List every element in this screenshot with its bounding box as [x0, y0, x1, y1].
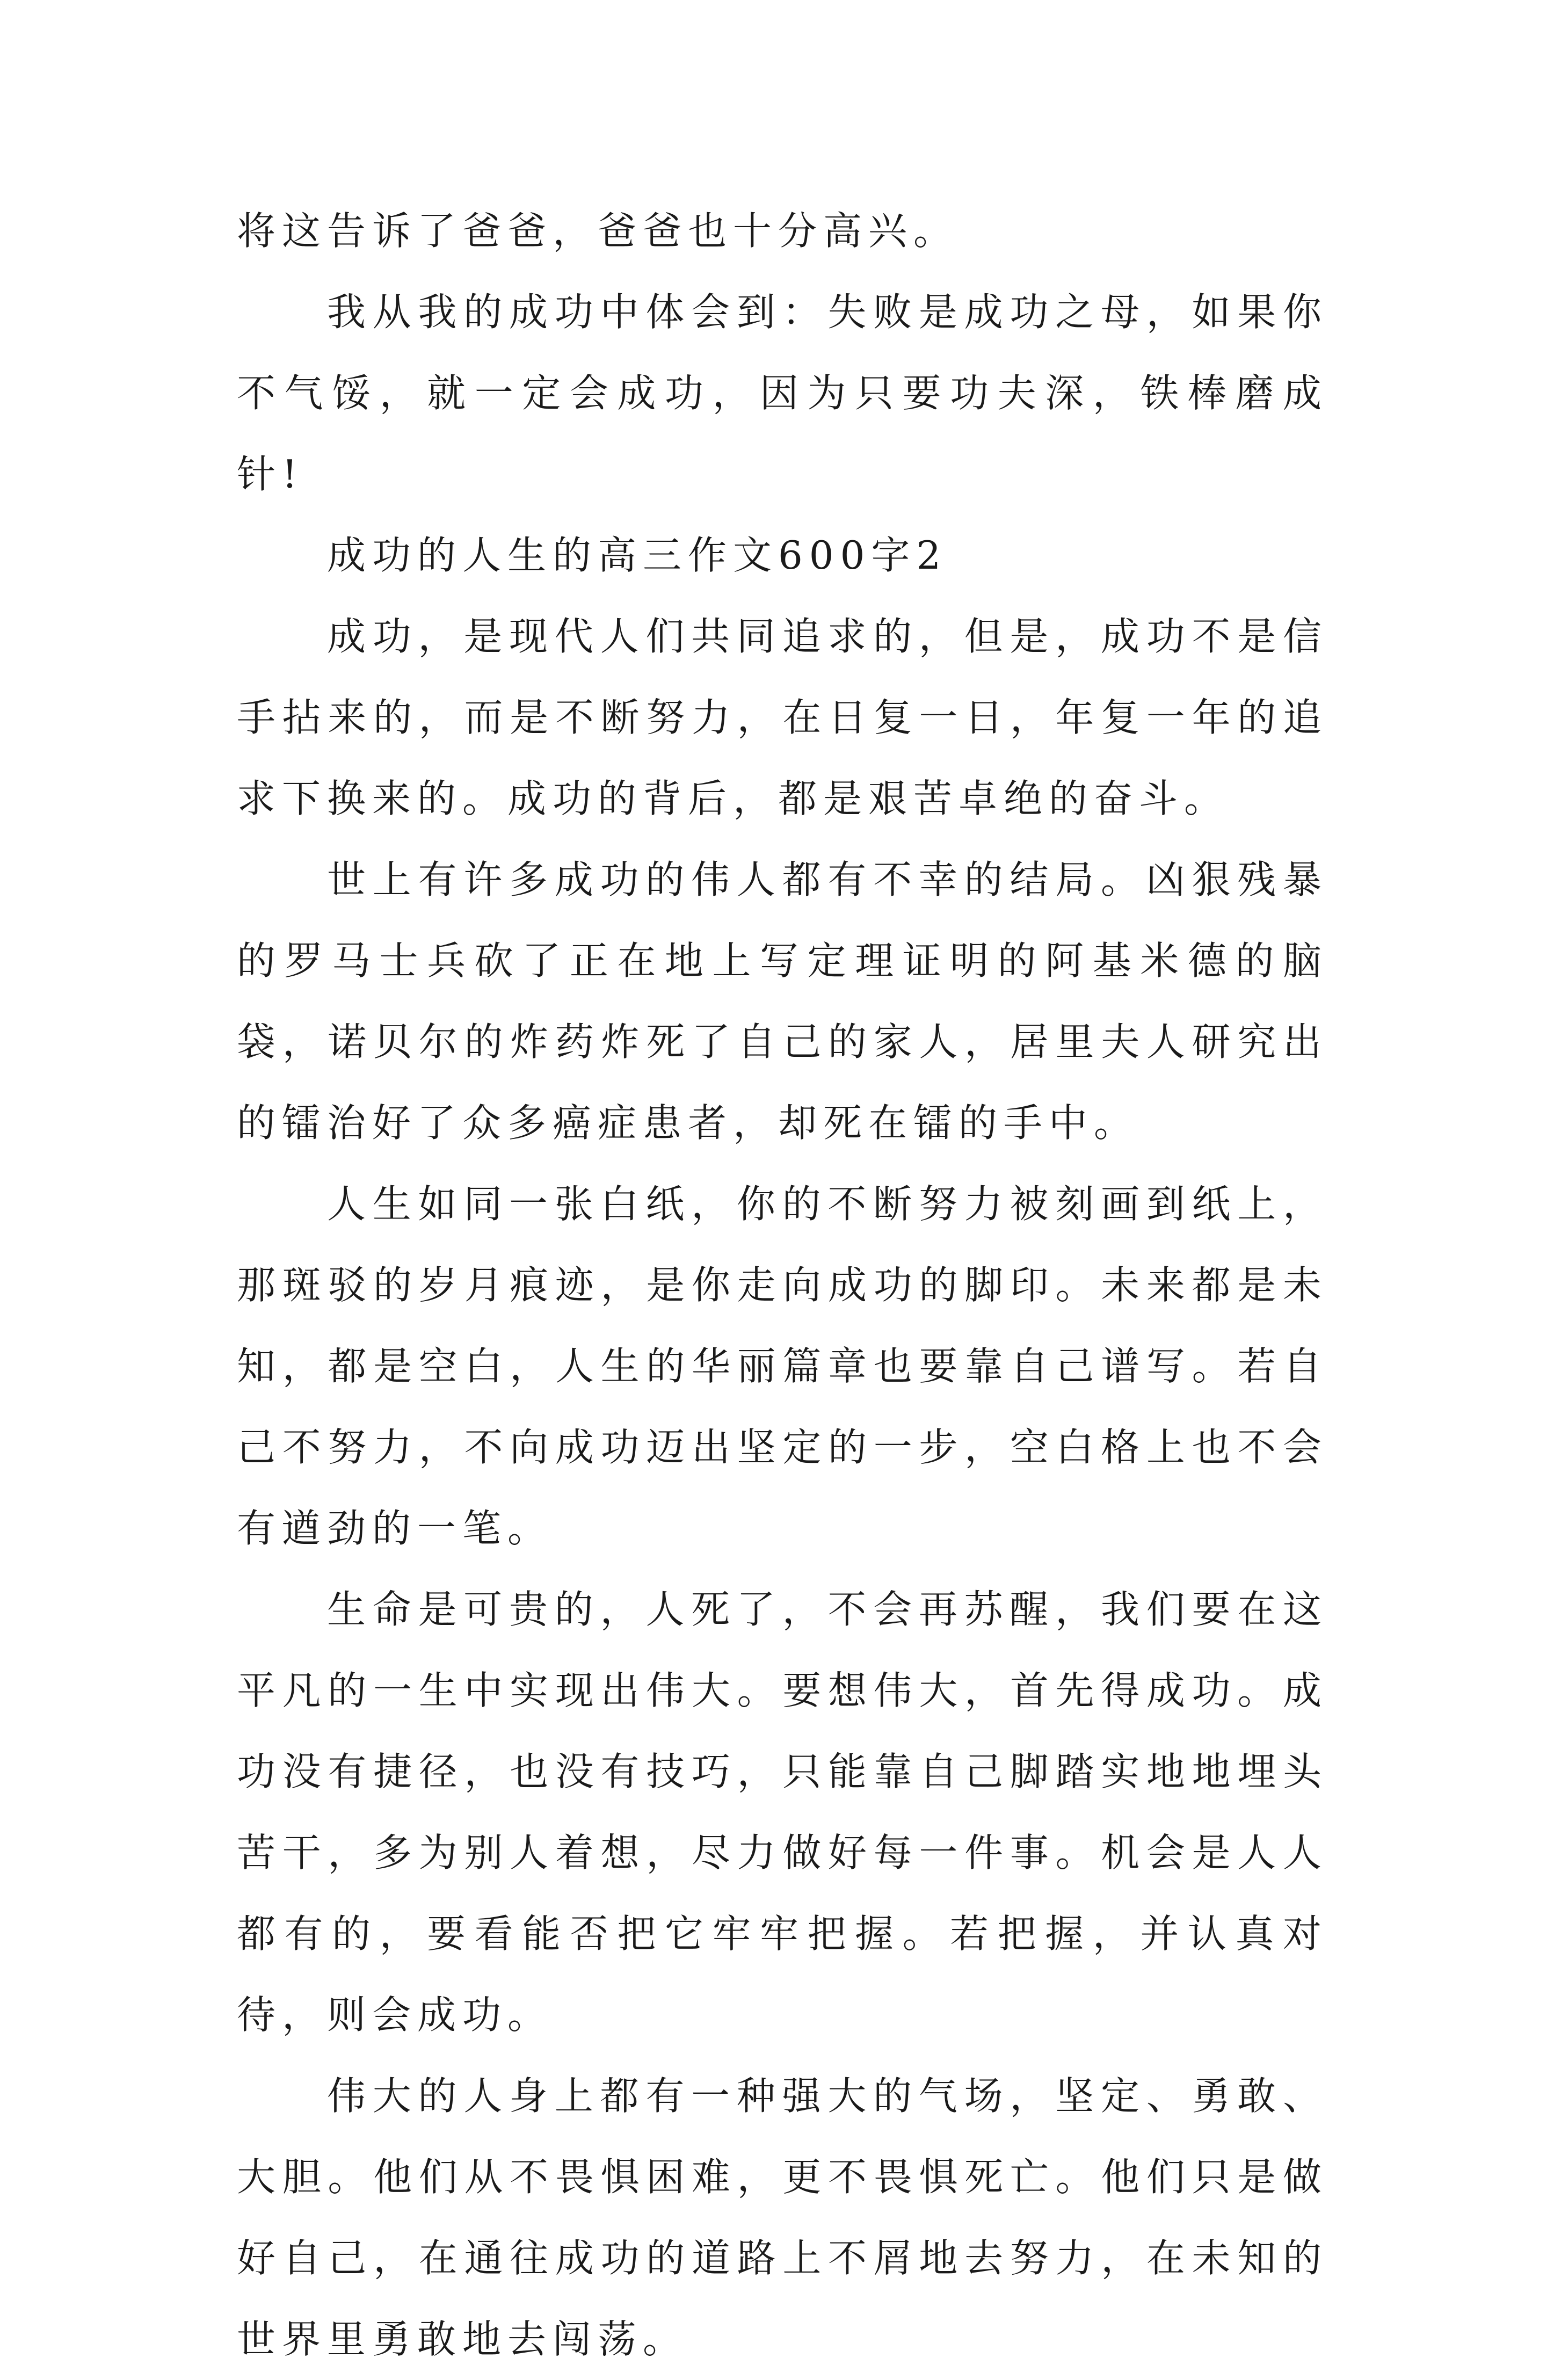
paragraph: 人生如同一张白纸，你的不断努力被刻画到纸上，那斑驳的岁月痕迹，是你走向成功的脚印。未来都是未知，都是空白，人生的华丽篇章也要靠自己谱写。若自己不努力，不向成功迈出坚定的一步，空白格上也不会有遒劲的一笔。	[237, 1181, 1328, 1551]
paragraph: 我从我的成功中体会到：失败是成功之母，如果你不气馁，就一定会成功，因为只要功夫深，铁棒磨成针!	[237, 289, 1328, 497]
paragraph: 生命是可贵的，人死了，不会再苏醒，我们要在这平凡的一生中实现出伟大。要想伟大，首先得成功。成功没有捷径，也没有技巧，只能靠自己脚踏实地地埋头苦干，多为别人着想，尽力做好每一件事。机会是人人都有的，要看能否把它牢牢把握。若把握，并认真对待，则会成功。	[237, 1587, 1328, 2037]
essay-title: 成功的人生的高三作文600字2	[327, 533, 948, 578]
paragraph: 世上有许多成功的伟人都有不幸的结局。凶狠残暴的罗马士兵砍了正在地上写定理证明的阿基米德的脑袋，诺贝尔的炸药炸死了自己的家人，居里夫人研究出的镭治好了众多癌症患者，却死在镭的手中。	[237, 857, 1328, 1145]
document-body	[237, 191, 1328, 2380]
paragraph: 伟大的人身上都有一种强大的气场，坚定、勇敢、大胆。他们从不畏惧困难，更不畏惧死亡。他们只是做好自己，在通往成功的道路上不屑地去努力，在未知的世界里勇敢地去闯荡。	[237, 2073, 1328, 2362]
paragraph-continuation: 将这告诉了爸爸，爸爸也十分高兴。	[237, 208, 959, 253]
paragraph: 成功，是现代人们共同追求的，但是，成功不是信手拈来的，而是不断努力，在日复一日，年复一年的追求下换来的。成功的背后，都是艰苦卓绝的奋斗。	[237, 614, 1328, 821]
